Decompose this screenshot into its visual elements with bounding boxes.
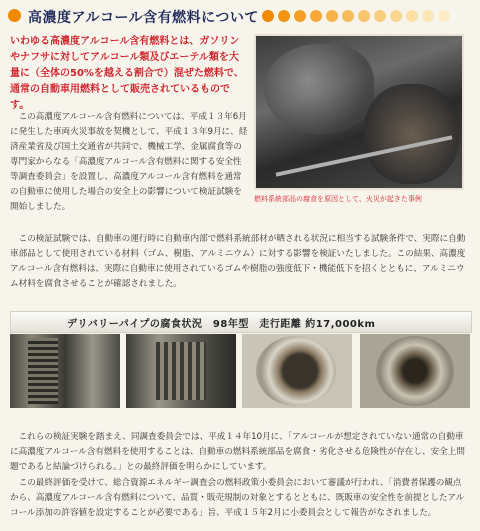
- section-header: [6, 6, 474, 28]
- decorative-dot: [294, 10, 306, 22]
- body-paragraph-1: この高濃度アルコール含有燃料については、平成１３年6月に発生した車両火災事故を契機として、平成１３年9月に、経済産業省及び国土交通省が共同で、機械工学、金属腐食等の専門家からなる「高濃度アルコール含有燃料に関する安全性等調査委員会」を設置し、高濃度アルコール含有燃料を通常の自動車に使用した場合の安全上の影響について検証試験を開始しました。: [10, 112, 248, 212]
- decorative-dots: [262, 10, 450, 22]
- pipe-photo-1: [10, 334, 120, 408]
- decorative-dot: [342, 10, 354, 22]
- decorative-dot: [262, 10, 274, 22]
- decorative-dot: [406, 10, 418, 22]
- decorative-dot: [374, 10, 386, 22]
- decorative-dot: [358, 10, 370, 22]
- decorative-dot: [310, 10, 322, 22]
- photo-caption: 燃料系統部品の腐食を原因として、火災が起きた事例: [254, 195, 422, 203]
- decorative-dot: [422, 10, 434, 22]
- pipe-section-title-bar: [10, 311, 472, 333]
- body-paragraph-4: この最終評価を受けて、総合資源エネルギー調査会の燃料政策小委員会において審議が行われ、「消費者保護の観点から、高濃度アルコール含有燃料について、品質・販売規制の対象とするとともに、既販車の安全性を前提としたアルコール添加の許容値を設定することが必要である」旨、平成１５年2月に小委員会として報告がなされました。: [10, 478, 465, 518]
- body-paragraph-2: この検証試験では、自動車の運行時に自動車内部で燃料系統部材が晒される状況に相当する試験条件で、実際に自動車部品として使用されている材料（ゴム、樹脂、アルミニウム）に対する影響を検証いたしました。この結果、高濃度アルコール含有燃料は、実際に自動車に使用されているゴムや樹脂の強度低下・機能低下を招くとともに、アルミニウム材料を腐食させることが確認されました。: [10, 234, 466, 289]
- pipe-photo-2: [126, 334, 236, 408]
- page-title: 高濃度アルコール含有燃料について: [28, 10, 259, 26]
- pipe-photo-3: [242, 334, 352, 408]
- body-paragraph-3: これらの検証実験を踏まえ、同調査委員会では、平成１４年10月に、「アルコールが想定されていない通常の自動車に高濃度アルコール含有燃料を使用することは、自動車の燃料系統部品を腐食・劣化させる危険性が存在し、安全上問題であると結論づけられる。」との最終評価を明らかにしています。: [10, 432, 465, 472]
- decorative-dot: [278, 10, 290, 22]
- pipe-photo-strip: [10, 334, 470, 408]
- pipe-photo-4: [360, 334, 470, 408]
- decorative-dot: [438, 10, 450, 22]
- decorative-dot: [326, 10, 338, 22]
- pipe-section-title: デリバリーパイプの腐食状況 98年型 走行距離 約17,000km: [67, 319, 376, 330]
- lead-paragraph: いわゆる高濃度アルコール含有燃料とは、ガソリンやナフサに対してアルコール類及びエーテル類を大量に（全体の50%を越える割合で）混ぜた燃料で、通常の自動車用燃料として販売されているものです。: [10, 36, 244, 111]
- fire-damage-photo: [254, 34, 464, 190]
- title-bullet-icon: [8, 9, 21, 22]
- decorative-dot: [390, 10, 402, 22]
